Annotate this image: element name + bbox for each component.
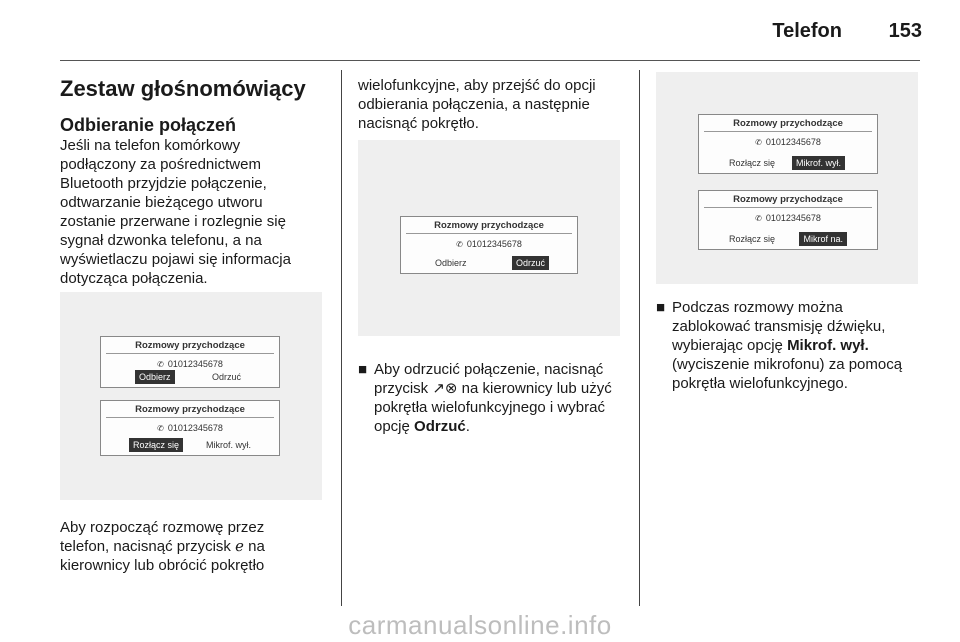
text-line <box>672 336 928 355</box>
bullet-item <box>656 298 928 393</box>
incoming-call-dialog <box>400 216 578 274</box>
text-line: nacisnąć pokrętło. <box>358 115 479 132</box>
text-fragment: . <box>465 418 470 435</box>
dialog-separator <box>704 207 872 208</box>
muted-call-dialog <box>698 190 878 250</box>
active-call-dialog <box>100 400 280 456</box>
text-line: kierownicy lub obrócić pokrętło <box>60 557 265 574</box>
column-divider-1 <box>341 70 342 606</box>
dialog-title: Rozmowy przychodzące <box>434 220 544 231</box>
text-line: odtwarzanie bieżącego utworu <box>60 194 263 211</box>
section-heading: Zestaw głośnomówiący <box>60 76 306 101</box>
column-1-continued <box>60 518 330 575</box>
text-line: sygnał dzwonka telefonu, a na <box>60 232 262 249</box>
page-number: 153 <box>888 20 922 42</box>
dialog-title: Rozmowy przychodzące <box>733 118 843 129</box>
bullet-item <box>358 360 630 436</box>
phone-icon: ✆ <box>157 360 164 369</box>
text-fragment: telefon, nacisnąć przycisk <box>60 538 231 555</box>
text-line <box>374 417 630 436</box>
text-line: pokrętła wielofunkcyjnego. <box>672 375 848 392</box>
text-line: Jeśli na telefon komórkowy <box>60 137 241 154</box>
caller-number-text: 01012345678 <box>167 423 223 433</box>
phone-icon: ✆ <box>456 240 463 249</box>
header-rule <box>60 60 920 61</box>
text-line: Bluetooth przyjdzie połączenie, <box>60 175 267 192</box>
intro-paragraph <box>60 136 330 288</box>
caller-number-text: 01012345678 <box>167 359 223 369</box>
text-fragment: opcję <box>374 418 410 435</box>
text-line: (wyciszenie mikrofonu) za pomocą <box>672 356 903 373</box>
answer-option[interactable]: Odbierz <box>135 370 175 384</box>
text-line: dotycząca połączenia. <box>60 270 208 287</box>
screen-photo-1 <box>60 292 322 500</box>
text-fragment: przycisk <box>374 380 429 397</box>
header-title: Telefon <box>772 20 842 42</box>
unmute-option[interactable]: Mikrof na. <box>799 232 847 246</box>
dialog-title: Rozmowy przychodzące <box>733 194 843 205</box>
incoming-call-dialog <box>100 336 280 388</box>
dialog-separator <box>406 233 572 234</box>
text-line: pokrętła wielofunkcyjnego i wybrać <box>374 399 605 416</box>
hang-up-option[interactable]: Rozłącz się <box>729 158 776 168</box>
mute-option[interactable]: Mikrof. wył. <box>792 156 845 170</box>
column-3-bullet <box>656 298 928 393</box>
caller-number-text: 01012345678 <box>765 213 821 223</box>
text-line: wyświetlaczu pojawi się informacja <box>60 251 291 268</box>
phone-reject-icon: ↗⊗ <box>432 380 458 397</box>
text-line: Aby odrzucić połączenie, nacisnąć <box>374 361 604 378</box>
phone-icon: ✆ <box>755 214 762 223</box>
text-line <box>374 379 630 398</box>
answer-option[interactable]: Odbierz <box>435 258 467 268</box>
caller-number-text: 01012345678 <box>765 137 821 147</box>
watermark: carmanualsonline.info <box>348 610 612 640</box>
column-2 <box>358 76 628 133</box>
screen-photo-3 <box>656 72 918 284</box>
section-subheading: Odbieranie połączeń <box>60 115 237 135</box>
caller-number-text: 01012345678 <box>466 239 522 249</box>
text-fragment: na kierownicy lub użyć <box>461 380 612 397</box>
phone-icon: ✆ <box>755 138 762 147</box>
text-line: zostanie przerwane i rozlegnie się <box>60 213 286 230</box>
text-line: Aby rozpocząć rozmowę przez <box>60 519 265 536</box>
text-line <box>60 537 330 556</box>
bullet-square-icon: ■ <box>656 299 666 316</box>
caller-number <box>699 213 877 223</box>
dialog-title: Rozmowy przychodzące <box>135 404 245 415</box>
phone-answer-icon: ℯ <box>235 538 244 555</box>
phone-icon: ✆ <box>157 424 164 433</box>
bullet-square-icon: ■ <box>358 361 368 378</box>
caller-number <box>101 359 279 369</box>
hang-up-option[interactable]: Rozłącz się <box>729 234 776 244</box>
column-2-bullet <box>358 360 630 436</box>
option-name: Odrzuć <box>414 418 466 435</box>
text-line: podłączony za pośrednictwem <box>60 156 261 173</box>
caller-number <box>401 239 577 249</box>
text-line: odbierania połączenia, a następnie <box>358 96 590 113</box>
column-divider-2 <box>639 70 640 606</box>
dialog-title: Rozmowy przychodzące <box>135 340 245 351</box>
screen-photo-2 <box>358 140 620 336</box>
option-name: Mikrof. wył. <box>787 337 869 354</box>
text-line: Podczas rozmowy można <box>672 299 843 316</box>
mute-option[interactable]: Mikrof. wył. <box>206 440 251 450</box>
dialog-separator <box>704 131 872 132</box>
dialog-separator <box>106 417 274 418</box>
text-line: wielofunkcyjne, aby przejść do opcji <box>358 77 596 94</box>
column-1 <box>60 76 330 288</box>
caller-number <box>699 137 877 147</box>
caller-number <box>101 423 279 433</box>
active-call-dialog <box>698 114 878 174</box>
dialog-separator <box>106 353 274 354</box>
reject-option[interactable]: Odrzuć <box>512 256 549 270</box>
reject-option[interactable]: Odrzuć <box>211 372 241 382</box>
text-fragment: na <box>248 538 265 555</box>
hang-up-option[interactable]: Rozłącz się <box>129 438 183 452</box>
text-fragment: wybierając opcję <box>672 337 783 354</box>
text-line: zablokować transmisję dźwięku, <box>672 318 886 335</box>
